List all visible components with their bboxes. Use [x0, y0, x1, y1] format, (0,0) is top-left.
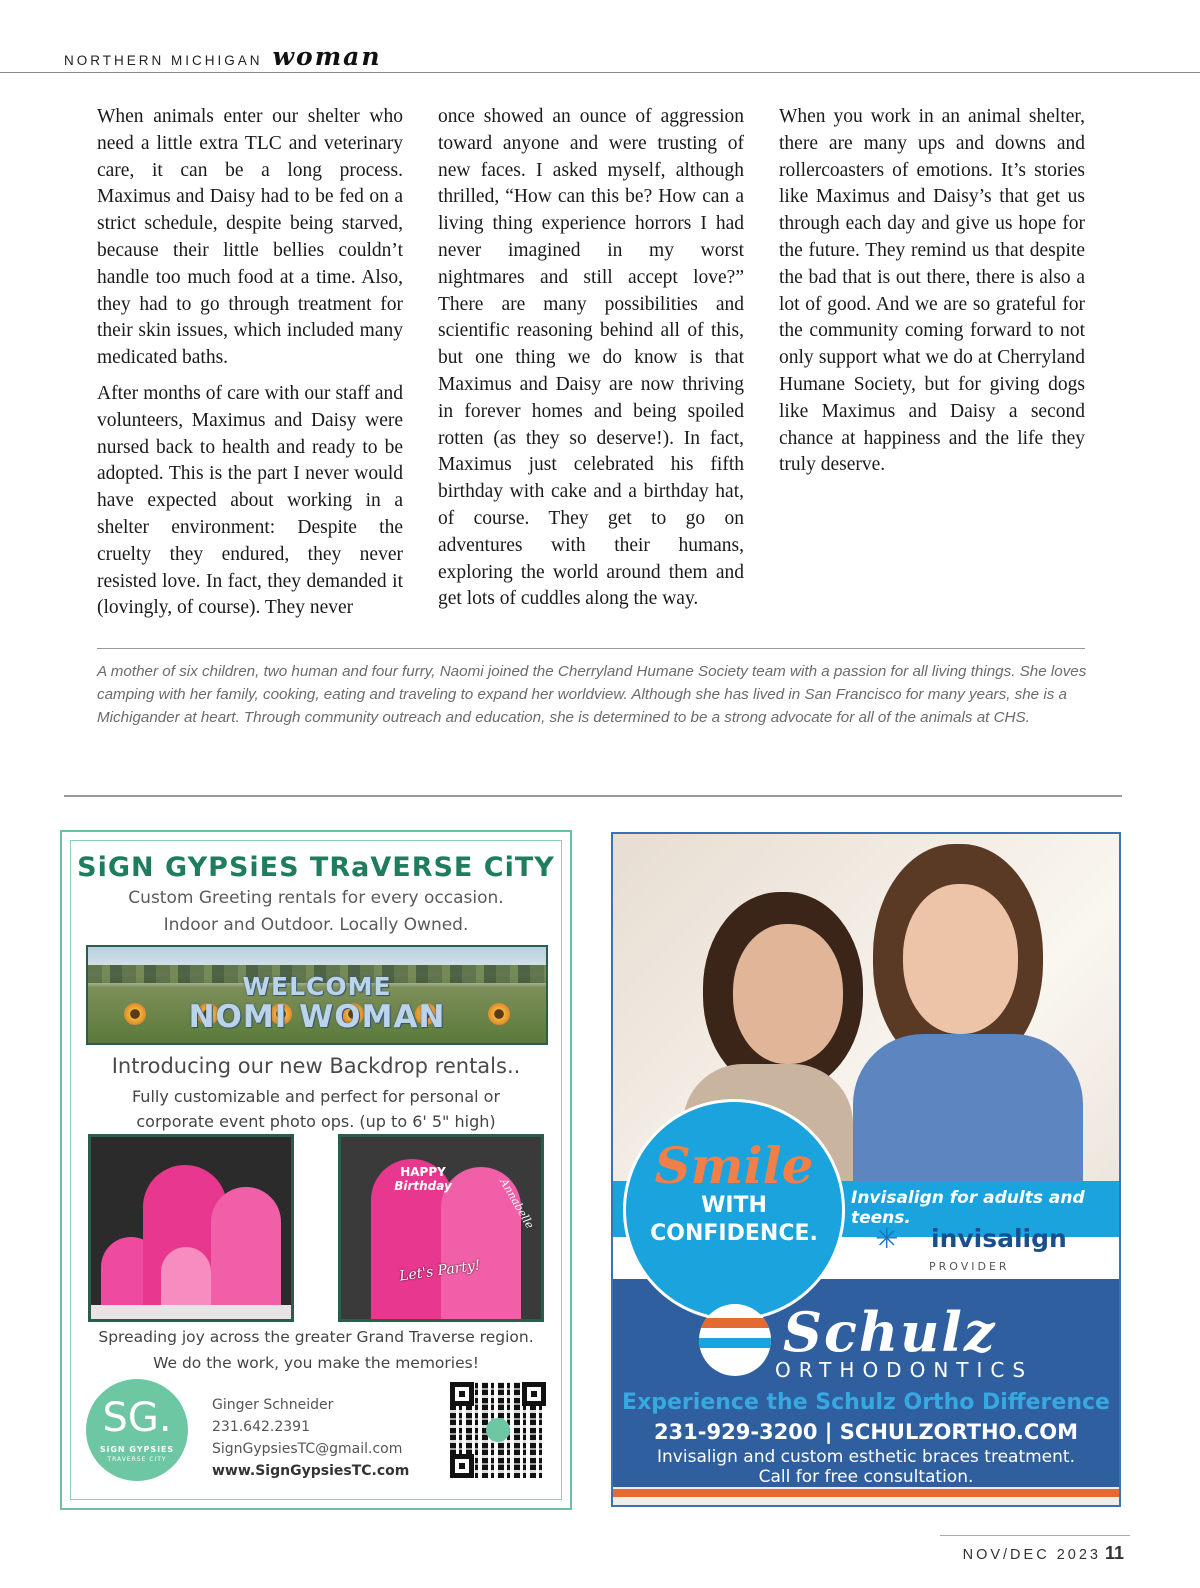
- sg-contact-block: [212, 1394, 409, 1482]
- invisalign-provider: PROVIDER: [929, 1260, 1010, 1273]
- birthday-sign: Birthday: [394, 1179, 452, 1193]
- header-divider: [0, 72, 1200, 73]
- backdrop-photo-2: [338, 1134, 544, 1322]
- schulz-logo-icon: [699, 1304, 771, 1376]
- sg-subtitle-2: Indoor and Outdoor. Locally Owned.: [163, 915, 469, 935]
- article-column-2: [438, 104, 744, 622]
- page-number: 11: [1104, 1543, 1124, 1563]
- magazine-name-caps: NORTHERN MICHIGAN: [64, 53, 263, 68]
- confidence-text: CONFIDENCE.: [650, 1221, 818, 1246]
- issue-date: NOV/DEC 2023: [962, 1547, 1101, 1563]
- contact-name: Ginger Schneider: [212, 1397, 334, 1413]
- happy-sign: HAPPY: [400, 1165, 446, 1179]
- orthodontics-label: ORTHODONTICS: [775, 1358, 1034, 1382]
- contact-phone[interactable]: 231.642.2391: [212, 1419, 310, 1435]
- article-paragraph: After months of care with our staff and volunteers, Maximus and Daisy were nursed back to health and ready to be adopted. This is the part I never would have expected about working in a shelter environment: Despite the cruelty they endured, they never resisted love. In fact, they demanded it (lovingly, of course). They never: [97, 382, 403, 619]
- welcome-banner-photo: [86, 945, 548, 1045]
- logo-city: TRAVERSE CITY: [107, 1456, 167, 1463]
- sg-title: SiGN GYPSiES TRaVERSE CiTY: [77, 852, 555, 883]
- with-text: WITH: [701, 1193, 767, 1218]
- sg-desc-1: Fully customizable and perfect for personal or: [131, 1087, 501, 1106]
- article-paragraph: When animals enter our shelter who need a little extra TLC and veterinary care, it can be a long process. Maximus and Daisy had to be fed on a strict schedule, despite being starved, because their little bellies couldn’t handle too much food at a time. Also, they had to go through treatment for their skin issues, which included many medicated baths.: [97, 106, 403, 369]
- phone-and-website[interactable]: 231-929-3200 | SCHULZORTHO.COM: [653, 1420, 1079, 1444]
- magazine-name-script: woman: [272, 42, 382, 71]
- schulz-orthodontics-ad[interactable]: [611, 832, 1121, 1507]
- sign-gypsies-ad[interactable]: [60, 830, 572, 1510]
- contact-email[interactable]: SignGypsiesTC@gmail.com: [212, 1441, 403, 1457]
- sg-tagline-1: Spreading joy across the greater Grand Traverse region.: [98, 1328, 534, 1346]
- sg-desc-2: corporate event photo ops. (up to 6' 5" high): [136, 1112, 496, 1131]
- orange-stripe: [613, 1489, 1119, 1497]
- sg-intro: Introducing our new Backdrop rentals..: [111, 1054, 521, 1078]
- name-sign: Annabelle: [497, 1176, 537, 1231]
- smile-text: Smile: [654, 1136, 814, 1195]
- banner-word-1: WELCOME: [242, 972, 392, 1001]
- page-folio: [963, 1543, 1124, 1564]
- invisalign-star-icon: ✳: [875, 1224, 899, 1255]
- contact-website[interactable]: www.SignGypsiesTC.com: [212, 1463, 410, 1479]
- sg-subtitle-1: Custom Greeting rentals for every occasion.: [128, 888, 504, 908]
- logo-name: SiGN GYPSiES: [99, 1445, 175, 1454]
- consultation-line: Call for free consultation.: [758, 1467, 974, 1487]
- logo-initials: SG.: [102, 1395, 172, 1441]
- masthead: [64, 42, 382, 72]
- banner-word-2: NOMI WOMAN: [188, 999, 446, 1035]
- invisalign-logo-text: invisalign: [931, 1224, 1067, 1253]
- invisalign-tagline: Invisalign for adults and teens.: [851, 1188, 1085, 1228]
- sg-tagline-2: We do the work, you make the memories!: [153, 1354, 479, 1372]
- party-sign: Let's Party!: [398, 1257, 482, 1285]
- sign-gypsies-logo: [86, 1379, 188, 1481]
- article-paragraph: When you work in an animal shelter, there are many ups and downs and rollercoasters of emotions. It’s stories like Maximus and Daisy’s that get us through each day and give us hope for the future. They remind us that despite the bad that is out there, there is also a lot of good. And we are so grateful for the community coming forward to not only support what we do at Cherryland Humane Society, but for giving dogs like Maximus and Daisy a second chance at happiness and the life they truly deserve.: [779, 106, 1085, 476]
- backdrop-photo-1: [88, 1134, 294, 1322]
- article-paragraph: once showed an ounce of aggression toward anyone and were trusting of new faces. I asked myself, although thrilled, “How can this be? How can a living thing experience horrors I had never imagined in my worst nightmares and still accept love?” There are many possibilities and scientific reasoning behind all of this, but one thing we do know is that Maximus and Daisy are now thriving in forever homes and being spoiled rotten (as they so deserve!). In fact, Maximus just celebrated his fifth birthday with cake and a birthday hat, of course. They get to go on adventures with their humans, exploring the world around them and get lots of cuddles along the way.: [438, 106, 744, 610]
- bio-divider: [97, 648, 1085, 649]
- ads-divider: [64, 795, 1122, 797]
- treatment-line: Invisalign and custom esthetic braces treatment.: [657, 1447, 1075, 1467]
- article-column-3: [779, 104, 1085, 488]
- qr-code[interactable]: [450, 1382, 546, 1478]
- smile-badge: [623, 1099, 845, 1321]
- experience-headline: Experience the Schulz Ortho Difference: [622, 1390, 1110, 1415]
- footer-divider: [940, 1535, 1130, 1536]
- author-bio: A mother of six children, two human and four furry, Naomi joined the Cherryland Humane Society team with a passion for all living things. She loves camping with her family, cooking, eating and traveling to expand her worldview. Although she has lived in San Francisco for many years, she is a Michigander at heart. Through community outreach and education, she is determined to be a strong advocate for all of the animals at CHS.: [97, 663, 1087, 726]
- schulz-name: Schulz: [783, 1300, 997, 1364]
- article-column-1: [97, 104, 403, 631]
